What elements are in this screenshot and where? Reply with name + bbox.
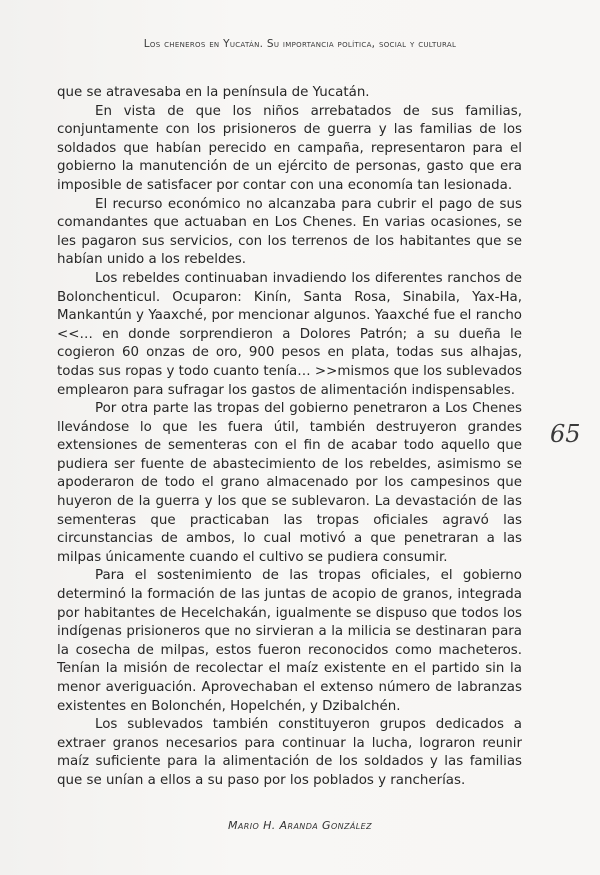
paragraph: El recurso económico no alcanzaba para cubrir el pago de sus comandantes que actuaban en Los Chenes. En varias ocasiones, se les pagaron sus servicios, con los terrenos de los habitantes que se habían unido a los rebeldes. <box>57 196 522 268</box>
paragraph-continuation: que se atravesaba en la península de Yucatán. <box>57 85 370 100</box>
paragraph: Los rebeldes continuaban invadiendo los diferentes ranchos de Bolonchenticul. Ocuparon: Kinín, Santa Rosa, Sinabila, Yax-Ha, Mankantún y Yaaxché, por mencionar algunos. Yaaxché fue el rancho <<… en donde sorprendieron a Dolores Patrón; a su dueña le cogieron 60 onzas de oro, 900 pesos en plata, todas sus alhajas, todas sus ropas y todo cuanto tenía… >>mismos que los sublevados emplearon para sufragar los gastos de alimentación indispensables. <box>57 270 522 398</box>
paragraph: Por otra parte las tropas del gobierno penetraron a Los Chenes llevándose lo que les fuera útil, también destruyeron grandes extensiones de sementeras con el fin de acabar todo aquello que pudiera ser fuente de abastecimiento de los rebeldes, asimismo se apoderaron de todo el grano almacenado por los campesinos que huyeron de la guerra y los que se sublevaron. La devastación de las sementeras que practicaban las tropas oficiales agravó las circunstancias de ambos, lo cual motivó a que penetraran a las milpas únicamente cuando el cultivo se pudiera consumir. <box>57 401 522 565</box>
running-header: Los cheneros en Yucatán. Su importancia política, social y cultural <box>143 38 457 50</box>
paragraph: Los sublevados también constituyeron grupos dedicados a extraer granos necesarios para continuar la lucha, lograron reunir maíz suficiente para la alimentación de los soldados y las familias que se unían a ellos a su paso por los poblados y rancherías. <box>57 717 522 788</box>
running-footer-author: Mario H. Aranda González <box>228 819 372 832</box>
paragraph: En vista de que los niños arrebatados de sus familias, conjuntamente con los prisioneros de guerra y las familias de los soldados que habían perecido en campaña, representaron para el gobierno la manutención de un ejército de personas, gasto que era imposible de satisfacer por contar con una economía tan lesionada. <box>57 103 522 193</box>
body-text <box>57 84 522 791</box>
paragraph: Para el sostenimiento de las tropas oficiales, el gobierno determinó la formación de las juntas de acopio de granos, integrada por habitantes de Hecelchakán, igualmente se dispuso que todos los indígenas prisioneros que no sirvieran a la milicia se destinaran para la cosecha de milpas, estos fueron reconocidos como macheteros. Tenían la misión de recolectar el maíz existente en el partido sin la menor averiguación. Aprovechaban el extenso número de labranzas existentes en Bolonchén, Hopelchén, y Dzibalchén. <box>57 568 522 714</box>
page-number: 65 <box>550 420 581 448</box>
